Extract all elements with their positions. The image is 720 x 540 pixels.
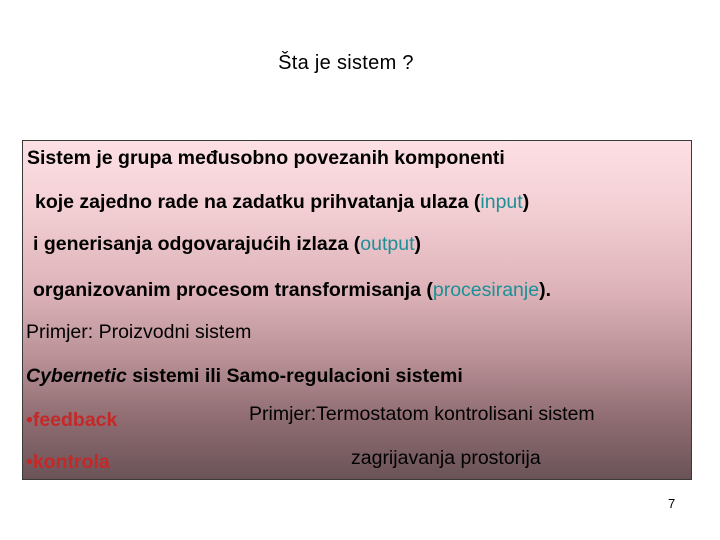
cybernetic-heading (26, 365, 463, 388)
definition-line-3-end: ) (414, 233, 421, 255)
slide-title: Šta je sistem ? (278, 52, 414, 74)
definition-line-3-text: i generisanja odgovarajućih izlaza ( (33, 233, 361, 255)
example-thermostat-line-2: zagrijavanja prostorija (351, 447, 541, 469)
definition-line-2-text: koje zajedno rade na zadatku prihvatanja ulaza ( (35, 191, 481, 213)
definition-line-2-end: ) (522, 191, 530, 213)
content-box (22, 140, 692, 480)
term-input: input (480, 191, 523, 213)
definition-line-4 (33, 279, 551, 302)
definition-line-4-end: ). (539, 279, 552, 301)
example-production-system: Primjer: Proizvodni sistem (26, 321, 252, 343)
definition-line-2 (35, 191, 529, 214)
bullet-kontrola: •kontrola (26, 451, 110, 473)
cybernetic-rest: sistemi ili Samo-regulacioni sistemi (126, 365, 463, 387)
page-number: 7 (668, 496, 676, 511)
term-procesiranje: procesiranje (432, 279, 540, 301)
definition-line-1 (27, 147, 505, 170)
example-thermostat-line-1: Primjer:Termostatom kontrolisani sistem (249, 403, 595, 425)
bullet-feedback: •feedback (26, 409, 118, 431)
definition-line-3 (33, 233, 421, 256)
cybernetic-word: Cybernetic (26, 365, 127, 387)
definition-line-4-text: organizovanim procesom transformisanja ( (33, 279, 433, 301)
definition-line-1-text: Sistem je grupa međusobno povezanih komponenti (27, 147, 505, 169)
term-output: output (360, 233, 415, 255)
